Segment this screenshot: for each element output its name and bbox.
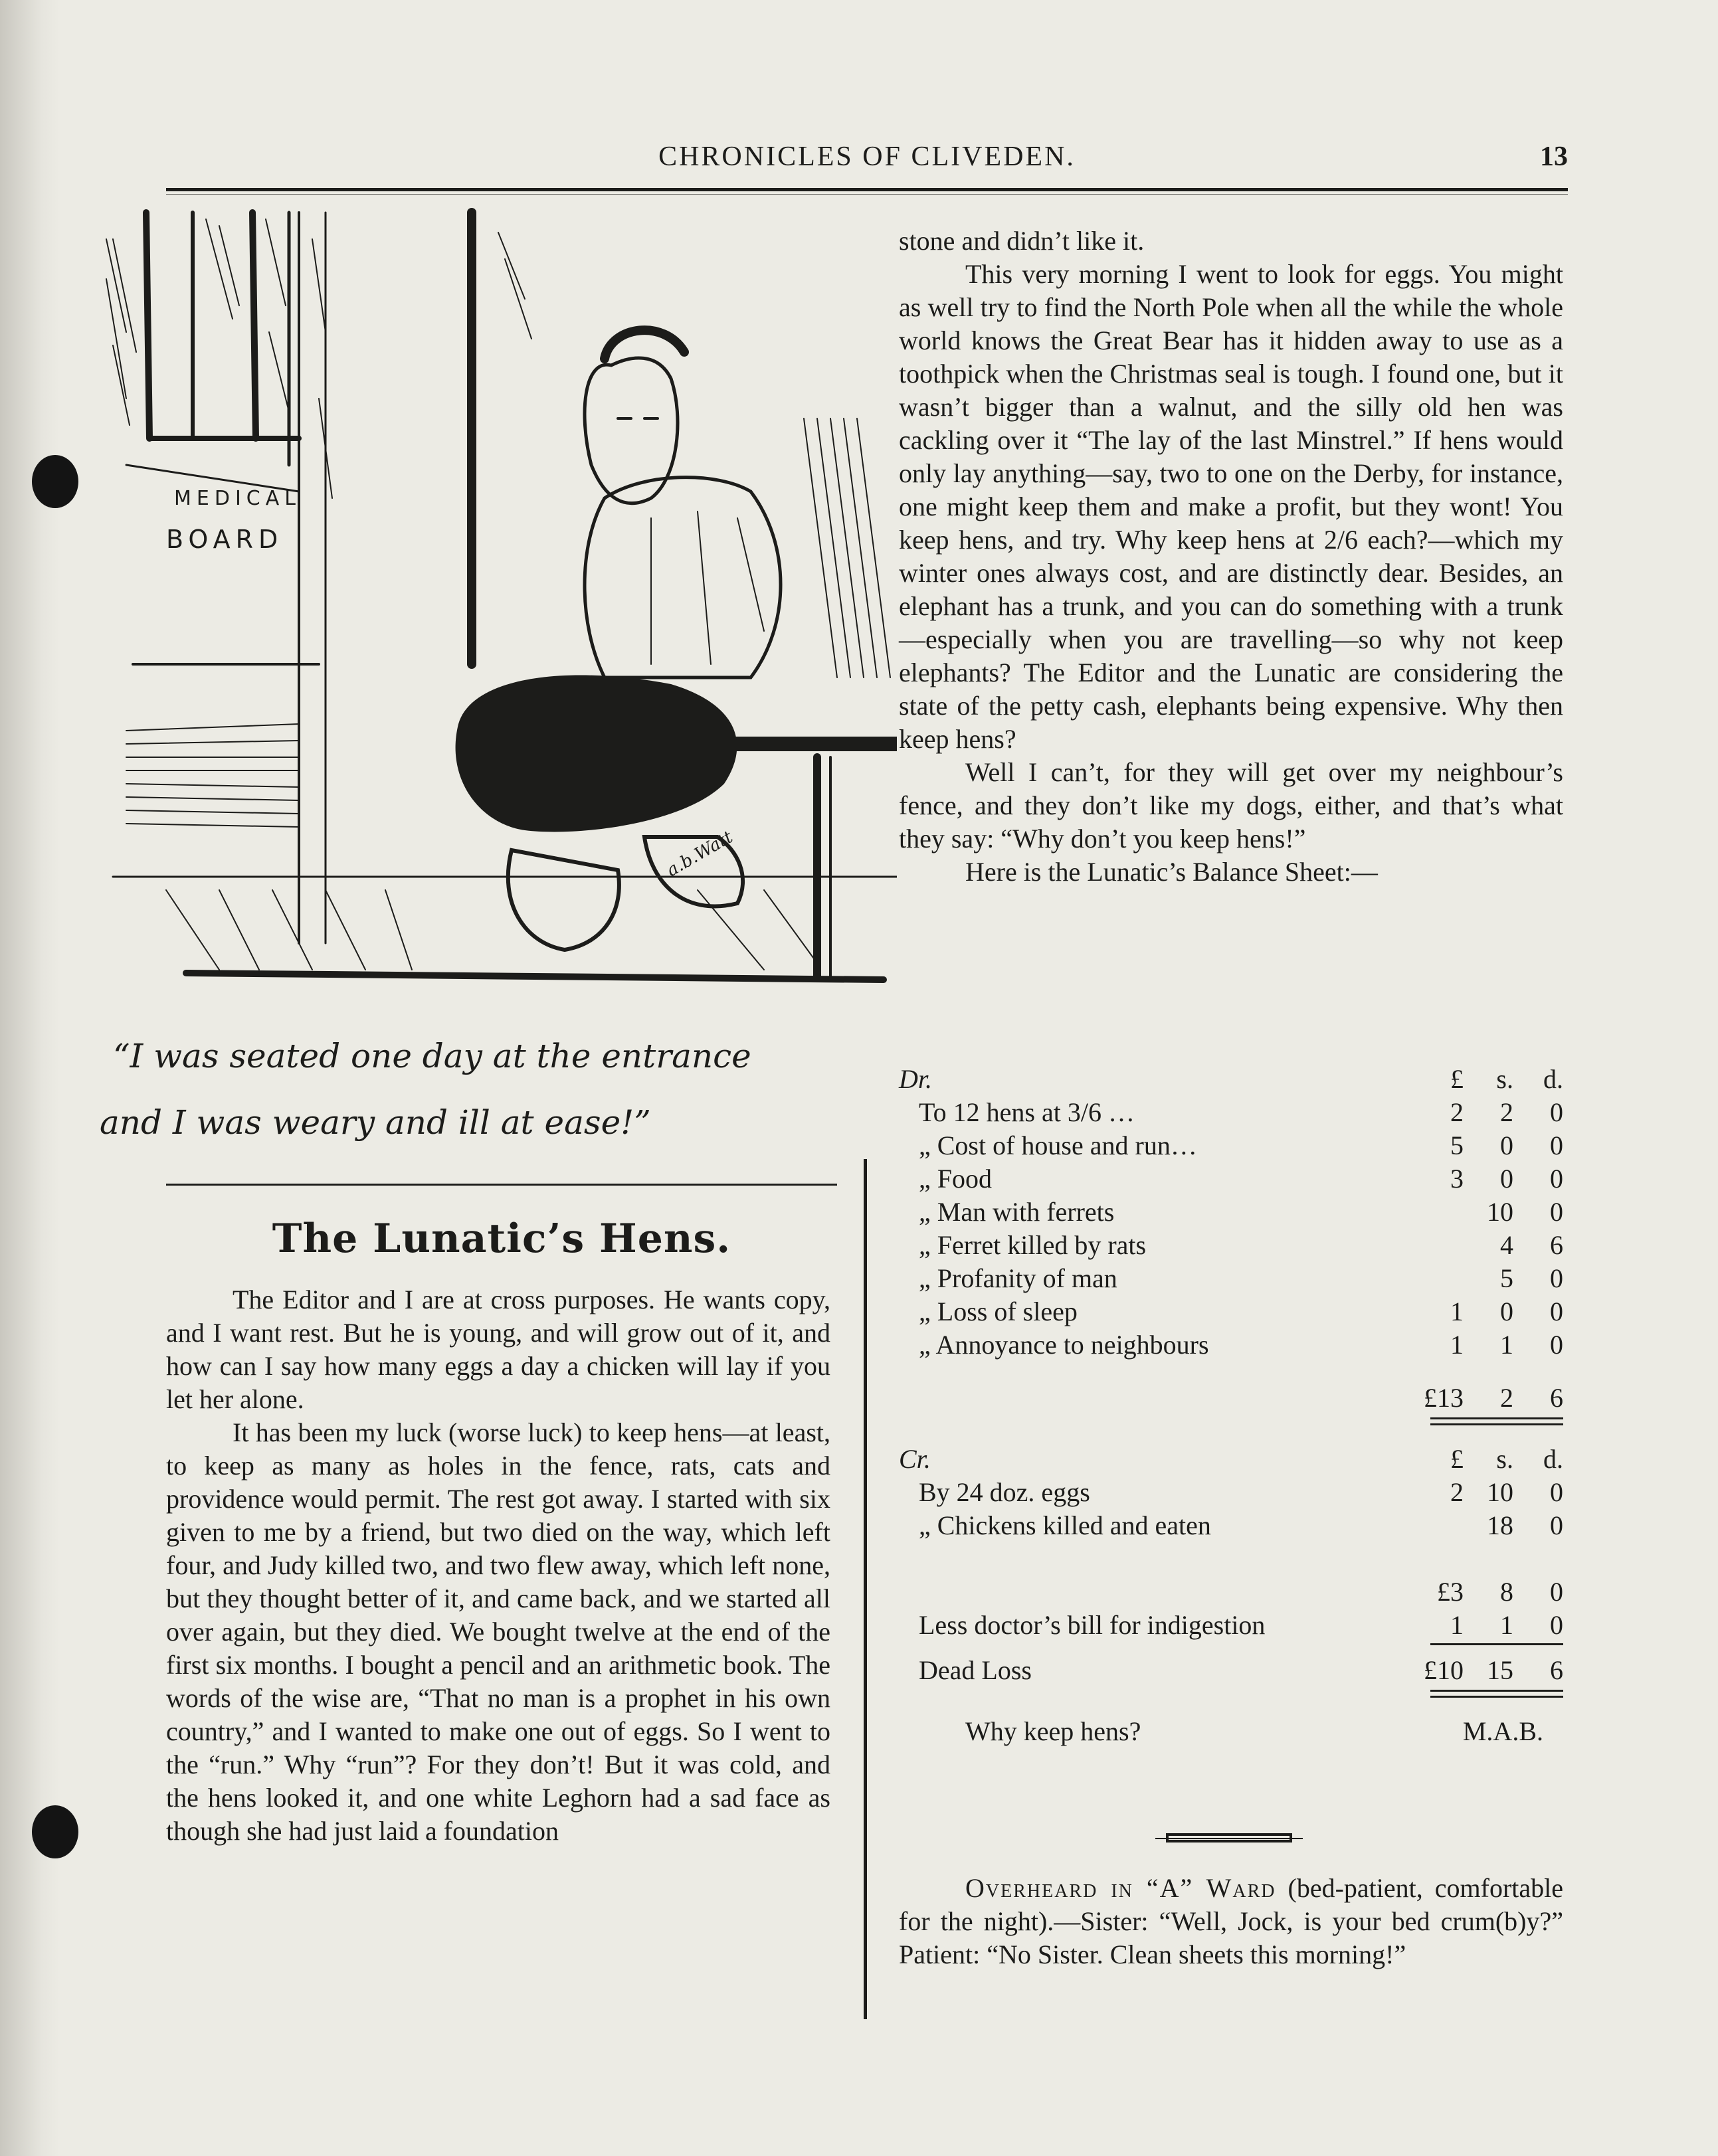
ledger-row: „ Loss of sleep 1 0 0 (919, 1297, 1563, 1326)
dead-loss-row: Dead Loss £10 15 6 (919, 1655, 1563, 1685)
illustration-caption (100, 1023, 817, 1156)
overheard-note (899, 1872, 1563, 1971)
left-column (166, 1283, 830, 1848)
page-number: 13 (1540, 141, 1568, 172)
ledger-row: „ Food 3 0 0 (919, 1164, 1563, 1194)
col-header-shillings: s. (1496, 1064, 1513, 1094)
paragraph: Here is the Lunatic’s Balance Sheet:— (965, 857, 1378, 887)
cartoon-illustration (100, 199, 897, 1003)
artist-signature: a.b.Watt (663, 827, 737, 881)
author-initials: M.A.B. (1462, 1716, 1543, 1746)
section-rule (166, 1184, 837, 1186)
ledger-row: By 24 doz. eggs 2 10 0 (919, 1477, 1563, 1507)
less-rule (1430, 1643, 1563, 1646)
dr-total-row: £13 2 6 (1424, 1383, 1563, 1413)
paragraph: It has been my luck (worse luck) to keep hens—at least, to keep as many as holes in the fence, rats, cats and providence would permit. The rest got away. I started with six given to me by a friend, but two died on the way, which left four, and Judy killed two, and two flew away, which left none, but they thought better of it, and came back, and we started all over again, but they died. We bought twelve at the end of the first six months. I bought a pencil and an arithmetic book. The words of the wise are, “That no man is a prophet in his own country,” and I wanted to make one out of eggs. So I went to the “run.” Why “run”? For they don’t! But it was cold, and the hens looked it, and one white Leghorn had a sad face as though she had just laid a foundation (166, 1417, 830, 1846)
paragraph: The Editor and I are at cross purposes. He wants copy, and I want rest. But he is young, and will grow out of it, and how can I say how many eggs a day a chicken will lay if you let her alone. (166, 1285, 830, 1414)
closing-question: Why keep hens? (965, 1716, 1141, 1746)
header-rule (166, 188, 1568, 191)
dr-label: Dr. (899, 1064, 933, 1094)
paragraph: This very morning I went to look for eggs. You might as well try to find the North Pole when all the while the whole world knows the Great Bear has it hidden away to use as a toothpick when the Christmas seal is tough. I found one, but it wasn’t bigger than a walnut, and the silly old hen was cackling over it “The lay of the last Minstrel.” If hens would only lay anything—say, two to one on the Derby, for instance, one might keep them and make a profit, but they wont! You keep hens, and try. Why keep hens at 2/6 each?—which my winter ones always cost, and are distinctly dear. Besides, an elephant has a trunk, and you can do something with a trunk—especially when you are travelling—so why not keep elephants? The Editor and the Lunatic are considering the state of the petty cash, elephants being expensive. Why then keep hens? (899, 259, 1563, 754)
col-header-pounds: £ (1450, 1064, 1464, 1094)
sign-line1: MEDICAL (174, 487, 301, 510)
right-column (899, 225, 1563, 889)
dr-header-row (899, 1063, 1563, 1096)
dead-loss-rule (1430, 1690, 1563, 1698)
sign-line2: BOARD (166, 525, 284, 554)
less-row: Less doctor’s bill for indigestion 1 1 0 (919, 1610, 1563, 1640)
running-head (166, 137, 1568, 177)
section-ornament (1166, 1833, 1292, 1842)
col-header-pence: d. (1543, 1064, 1563, 1094)
column-divider (864, 1159, 867, 2019)
paragraph: Well I can’t, for they will get over my neighbour’s fence, and they don’t like my dogs, either, and that’s what they say: “Why don’t you keep hens!” (899, 757, 1563, 853)
caption-line1: “I was seated one day at the entrance (113, 1037, 751, 1075)
total-double-rule (1430, 1417, 1563, 1425)
overheard-lead: Overheard in “A” Ward (965, 1873, 1276, 1903)
ledger-row: „ Cost of house and run… 5 0 0 (919, 1130, 1563, 1160)
ledger-row: „ Profanity of man 5 0 (919, 1263, 1563, 1293)
closing-row (899, 1715, 1563, 1748)
header-rule-thin (166, 194, 1568, 195)
cr-total-row: £3 8 0 (1437, 1577, 1563, 1607)
caption-line2: and I was weary and ill at ease!” (100, 1103, 651, 1142)
ledger-row: To 12 hens at 3/6 … 2 2 0 (919, 1097, 1563, 1127)
cr-label: Cr. (899, 1444, 931, 1474)
ledger-row: „ Ferret killed by rats 4 6 (919, 1230, 1563, 1260)
ledger-row: „ Annoyance to neighbours 1 1 0 (919, 1330, 1563, 1360)
ledger-row: „ Man with ferrets 10 0 (919, 1197, 1563, 1227)
article-title: The Lunatic’s Hens. (272, 1215, 731, 1262)
running-title: CHRONICLES OF CLIVEDEN. (658, 141, 1076, 172)
ledger-row: „ Chickens killed and eaten 18 0 (919, 1510, 1563, 1540)
binding-hole-top (32, 455, 78, 508)
overheard-text: (bed-patient, comfortable for the night).—Sister: “Well, Jock, is your bed crum(b)y?” Patient: “No Sister. Clean sheets this morning!” (899, 1873, 1564, 1969)
binding-hole-bottom (32, 1805, 78, 1858)
paragraph: stone and didn’t like it. (899, 226, 1145, 256)
cr-header-row: Cr. £ s. d. (899, 1443, 1563, 1476)
balance-sheet (899, 1063, 1563, 1748)
